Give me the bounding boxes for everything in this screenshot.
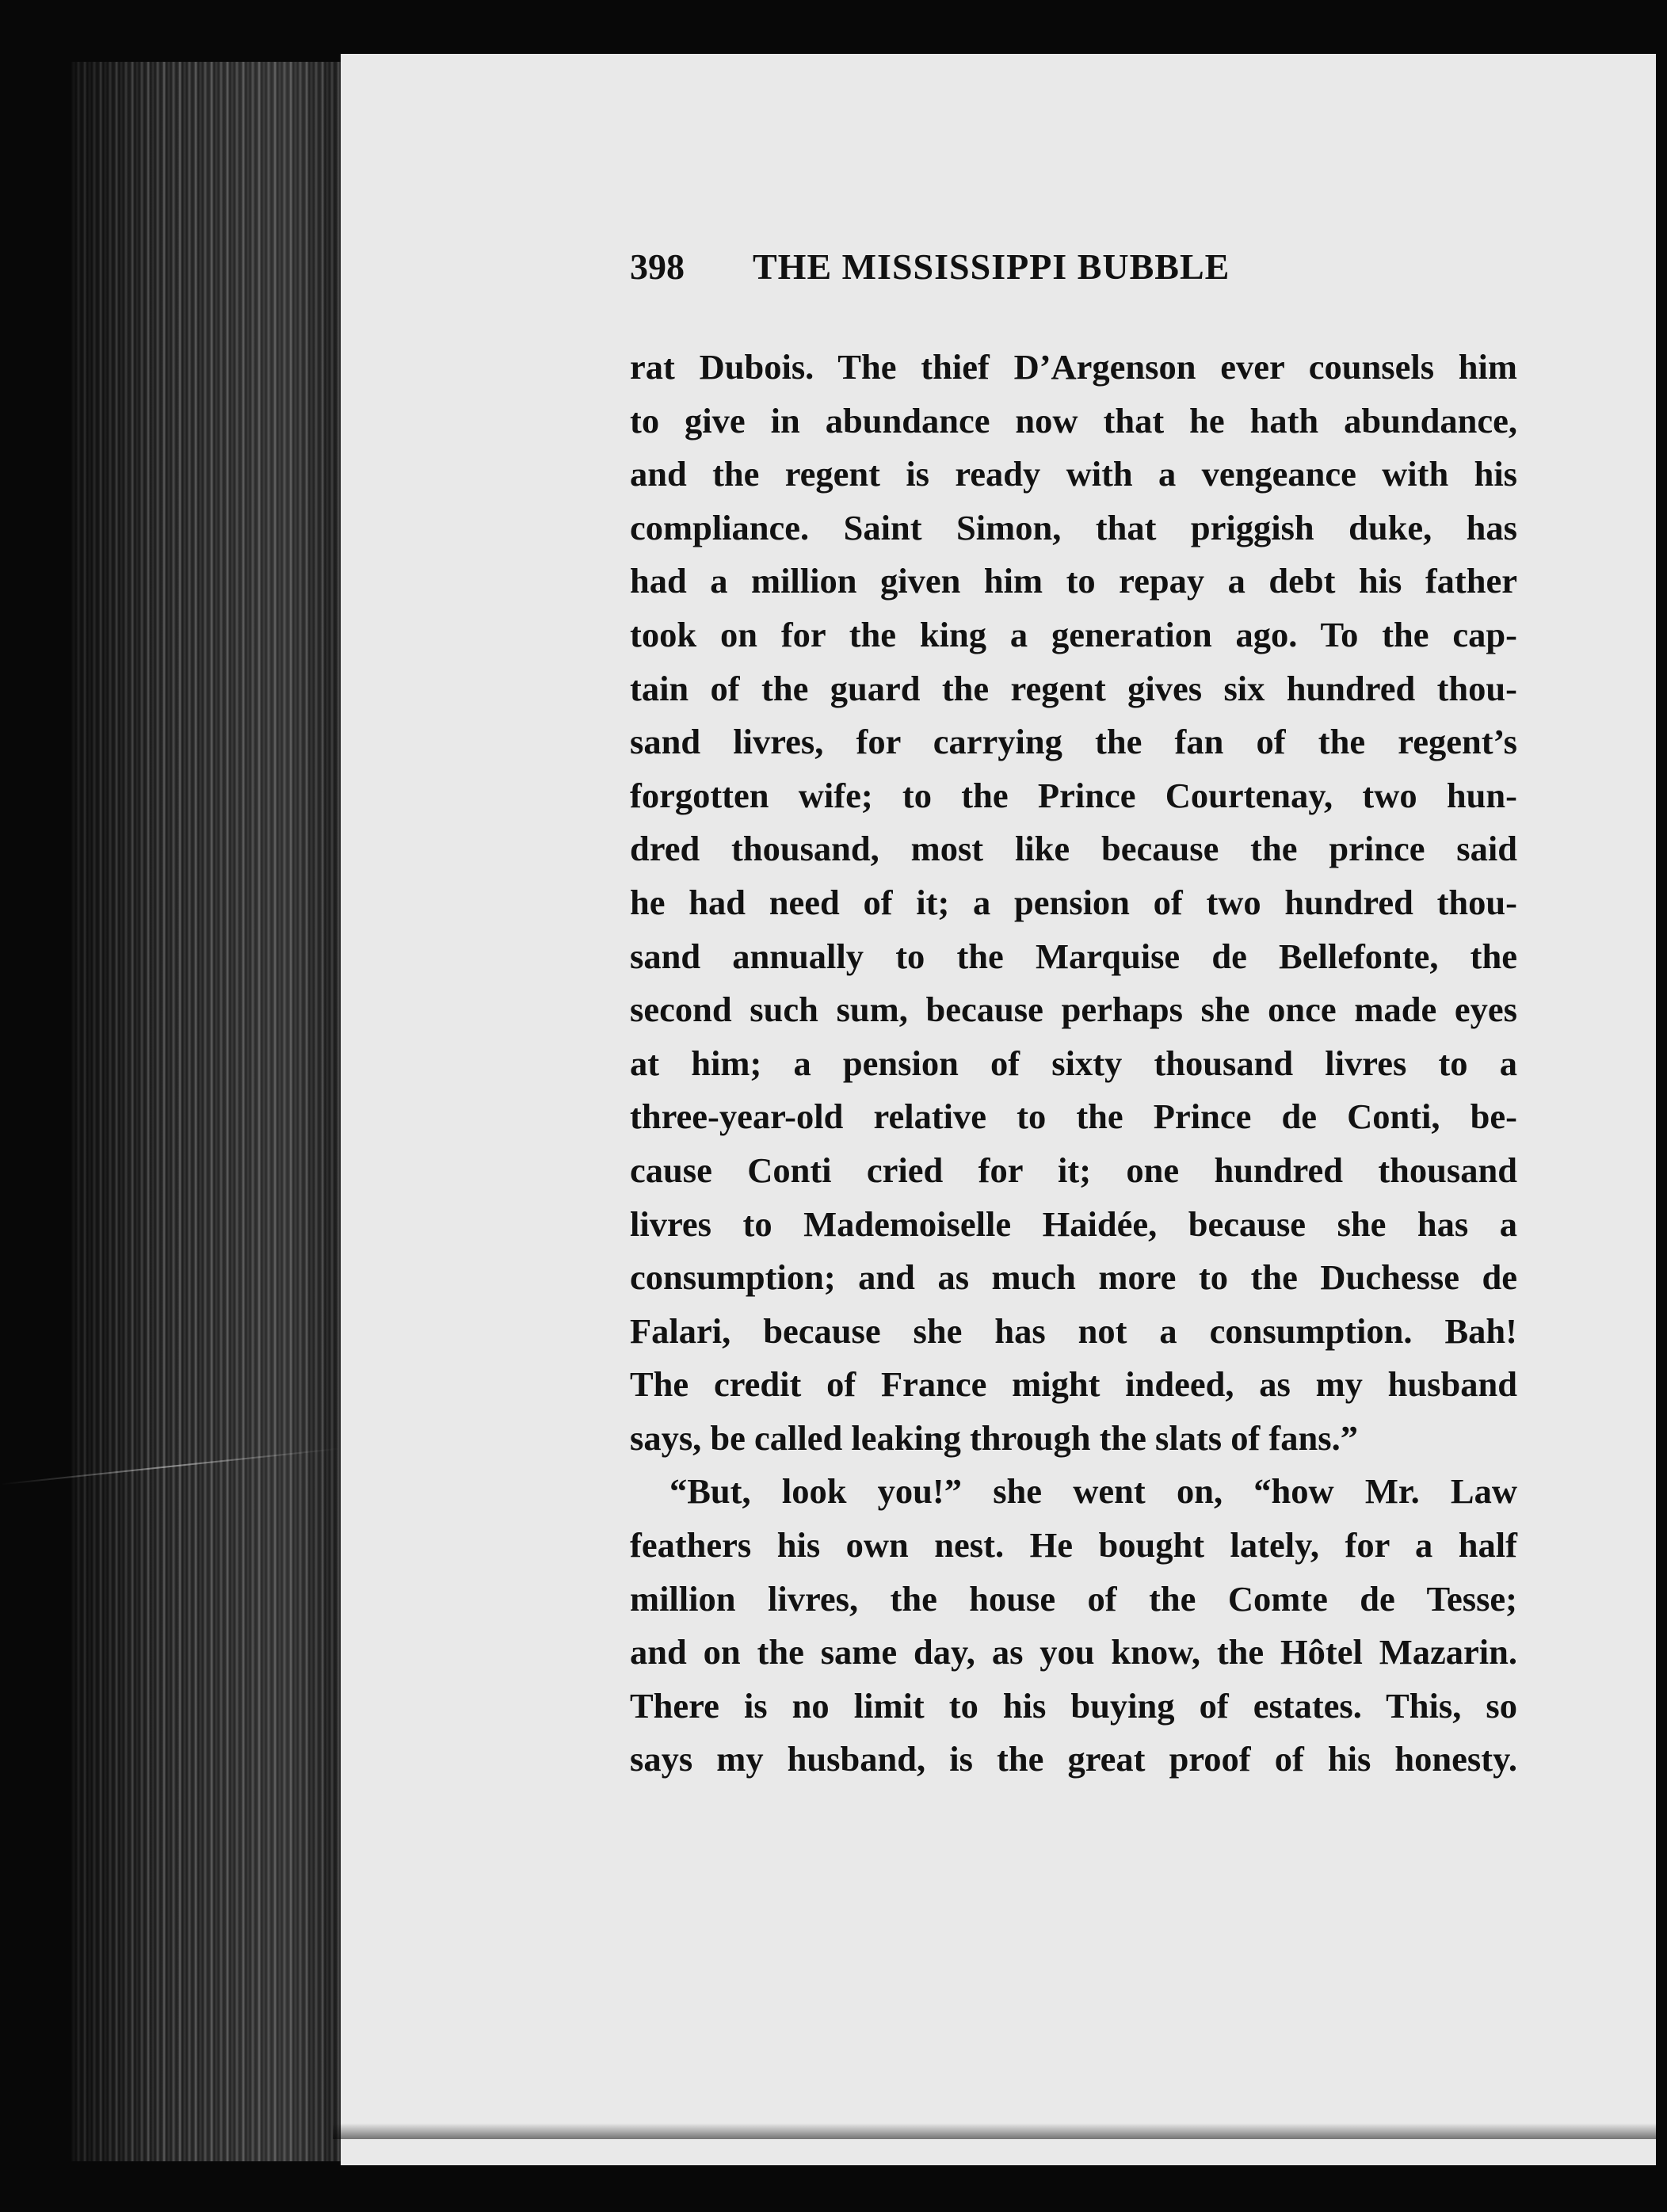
text-line: tain of the guard the regent gives six hundred thou- (630, 668, 1517, 708)
text-line: Falari, because she has not a consumption. Bah! (630, 1310, 1517, 1351)
text-line: and on the same day, as you know, the Hôtel Mazarin. (630, 1632, 1517, 1672)
text-line: three-year-old relative to the Prince de Conti, be- (630, 1096, 1517, 1137)
running-title: THE MISSISSIPPI BUBBLE (753, 246, 1230, 287)
text-line: he had need of it; a pension of two hundred thou- (630, 882, 1517, 922)
running-head (630, 246, 1359, 293)
text-line: consumption; and as much more to the Duchesse de (630, 1257, 1517, 1298)
text-line: sand livres, for carrying the fan of the regent’s (630, 722, 1517, 762)
text-line: The credit of France might indeed, as my husband (630, 1364, 1517, 1405)
body-text (630, 341, 1517, 1787)
page-number: 398 (630, 246, 685, 287)
page-bottom-shadow (333, 2123, 1656, 2139)
text-line: million livres, the house of the Comte de Tesse; (630, 1578, 1517, 1619)
text-line: There is no limit to his buying of estates. This, so (630, 1685, 1517, 1726)
text-line: at him; a pension of sixty thousand livres to a (630, 1043, 1517, 1083)
text-line: feathers his own nest. He bought lately, for a half (630, 1525, 1517, 1566)
text-line: “But, look you!” she went on, “how Mr. Law (669, 1471, 1517, 1512)
text-line: dred thousand, most like because the prince said (630, 829, 1517, 869)
text-line: to give in abundance now that he hath abundance, (630, 400, 1517, 440)
text-line: sand annually to the Marquise de Bellefonte, the (630, 936, 1517, 976)
text-line: had a million given him to repay a debt his father (630, 561, 1517, 601)
text-line: compliance. Saint Simon, that priggish duke, has (630, 507, 1517, 547)
book-page-edges (71, 62, 341, 2161)
text-line: says, be called leaking through the slats of fans.” (630, 1417, 1358, 1458)
text-line: livres to Mademoiselle Haidée, because she has a (630, 1203, 1517, 1244)
text-line: cause Conti cried for it; one hundred thousand (630, 1150, 1517, 1190)
text-line: second such sum, because perhaps she once made eyes (630, 990, 1517, 1030)
text-line: rat Dubois. The thief D’Argenson ever counsels him (630, 347, 1517, 387)
text-line: says my husband, is the great proof of his honesty. (630, 1739, 1517, 1779)
text-line: took on for the king a generation ago. To the cap- (630, 614, 1517, 654)
text-line: and the regent is ready with a vengeance with his (630, 454, 1517, 494)
text-line: forgotten wife; to the Prince Courtenay, two hun- (630, 775, 1517, 815)
